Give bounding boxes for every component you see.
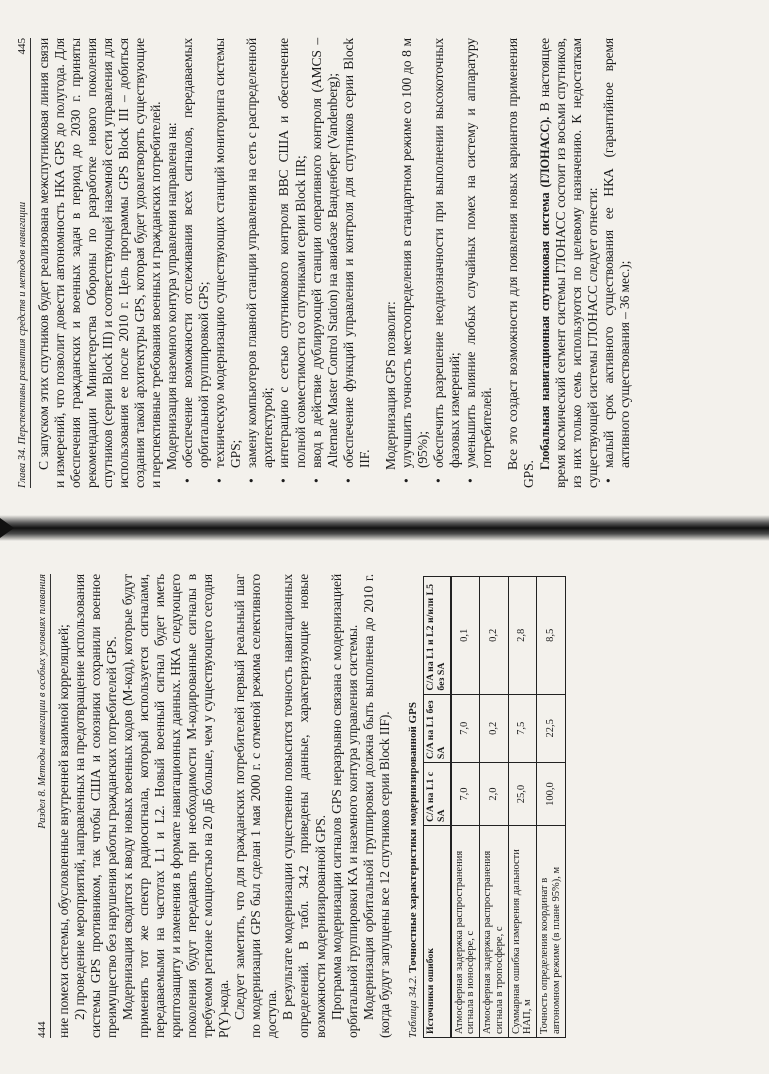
- table-cell: 0,1: [451, 577, 480, 695]
- page-number: 445: [16, 38, 28, 55]
- table-cell-source: Атмосферная задержка распространения сигнала в тропосфере, с: [480, 825, 509, 1037]
- list-item: • улучшить точность местоопределения в стандартном режиме со 100 до 8 м (95%);: [399, 38, 431, 488]
- list-item: • обеспечение возможности отслеживания всех сигналов, передаваемых орбитальной группировкой GPS;: [180, 38, 212, 488]
- column-header: C/A на L1 без SA: [423, 694, 450, 762]
- binding-marker: [0, 518, 14, 538]
- table-cell: 7,0: [451, 694, 480, 762]
- page-number: 444: [36, 1021, 48, 1038]
- table-caption-label: Таблица 34.2.: [406, 975, 419, 1038]
- table-row: [480, 577, 509, 1038]
- table-cell: 7,0: [451, 763, 480, 826]
- table-caption-title: Точностные характеристики модернизированной GPS: [406, 702, 419, 973]
- paragraph: ние помехи системы, обусловленные внутренней взаимной корреляцией;: [56, 624, 71, 1038]
- glonass-drawbacks-list: [601, 38, 633, 488]
- table-cell: 2,8: [508, 577, 537, 695]
- table-cell: 0,2: [480, 694, 509, 762]
- accuracy-table: [423, 576, 566, 1038]
- table-cell-source: Атмосферная задержка распространения сигнала в ионосфере, с: [451, 825, 480, 1037]
- glonass-term: Глобальная навигационная спутниковая система (ГЛОНАСС).: [537, 116, 552, 470]
- page-444: [30, 562, 740, 1062]
- list-item: • техническую модернизацию существующих станций мониторинга системы GPS;: [212, 38, 244, 488]
- list-item: • интеграцию с сетью спутникового контроля ВВС США и обеспечение полной совместимости со спутниками серии Block IIR;: [276, 38, 308, 488]
- list-item: • обеспечение функций управления и контроля для спутников серии Block IIF.: [341, 38, 373, 488]
- running-head-title: Глава 34. Перспективы развития средств и методов навигации: [17, 201, 28, 488]
- paragraph: Программа модернизации сигналов GPS неразрывно связана с модернизацией орбитальной группировки КА и наземного контура управления системы.: [328, 574, 360, 1038]
- table-cell-source: Суммарная ошибка измерения дальности НАП, м: [508, 825, 537, 1037]
- table-caption: [407, 574, 419, 1038]
- paragraph-glonass: [537, 38, 601, 488]
- gps-benefits-list: [399, 38, 495, 488]
- table-row: [537, 577, 566, 1038]
- list-item: • уменьшить влияние любых случайных помех на систему и аппаратуру потребителей.: [463, 38, 495, 488]
- column-header: C/A на L1 с SA: [423, 763, 450, 826]
- paragraph: В результате модернизации существенно повысится точность навигационных определений. В табл. 34.2 приведены данные, характеризующие новые возможности модернизированной GPS.: [280, 574, 328, 1038]
- table-cell: 100,0: [537, 763, 566, 826]
- running-head: [36, 574, 51, 1038]
- table-cell: 2,0: [480, 763, 509, 826]
- list-item: • замену компьютеров главной станции управления на сеть с распределенной архитектурой;: [244, 38, 276, 488]
- paragraph: Следует заметить, что для гражданских потребителей первый реальный шаг по модернизации GPS был сделан 1 мая 2000 г. с отменой режима селективного доступа.: [232, 574, 280, 1038]
- table-cell: 8,5: [537, 577, 566, 695]
- paragraph-gps-lead: Модернизация GPS позволит:: [382, 301, 398, 470]
- column-header: C/A на L1 и L2 и/или L5 без SA: [423, 577, 450, 695]
- list-item: • обеспечить разрешение неоднозначности при выполнении высокоточных фазовых измерений;: [431, 38, 463, 488]
- table-cell: 7,5: [508, 694, 537, 762]
- table-cell: 25,0: [508, 763, 537, 826]
- paragraph: 2) проведение мероприятий, направленных на предотвращение использования системы GPS противником, так чтобы США и союзники сохранили военное преимущество без нарушения работы гражданских потребителей GPS.: [72, 574, 120, 1038]
- table-cell: 0,2: [480, 577, 509, 695]
- list-item: • ввод в действие дублирующей станции оперативного контроля (AMCS – Alternate Master Control Station) на авиабазе Ванденберг (Vandenberg);: [309, 38, 341, 488]
- paragraph-ground-lead: Модернизация наземного контура управления направлена на:: [164, 122, 180, 470]
- running-head: [16, 38, 31, 488]
- page-445: [10, 20, 760, 512]
- list-item: • малый срок активного существования ее НКА (гарантийное время активного существования – 36 мес.);: [601, 38, 633, 488]
- glonass-text: В настоящее время космический сегмент системы ГЛОНАСС состоит из восьми спутников, из них только семь используются по целевому назначению. К недостаткам существующей системы ГЛОНАСС следует отнести:: [536, 38, 601, 488]
- column-header: Источники ошибок: [423, 825, 450, 1037]
- paragraph-closing: Все это создаст возможности для появления новых вариантов применения GPS.: [504, 38, 536, 488]
- paragraph: Модернизация сводится к вводу новых военных кодов (М-код), которые будут применять тот же спектр радиосигнала, который используется сигналами, передаваемыми на частотах L1 и L2. Новый военный сигнал будет иметь криптозащиту и изменения в формате навигационных данных. НКА следующего поколения будут передавать при необходимости М-кодированные сигналы в требуемом регионе с мощностью на 20 дБ больше, чем у существующего сегодня P(Y)-кода.: [120, 574, 232, 1038]
- table-cell: 22,5: [537, 694, 566, 762]
- running-head-title: Раздел 8. Методы навигации в особых условиях плавания: [37, 574, 48, 829]
- binding-crease: [0, 515, 769, 541]
- table-row: [508, 577, 537, 1038]
- table-cell-source: Точность определения координат в автономном режиме (в плане 95%), м: [537, 825, 566, 1037]
- paragraph-intro: С запуском этих спутников будет реализована межспутниковая линия связи и измерений, что позволит довести автономность НКА GPS до полугода. Для обеспечения гражданских и военных задач в период до 2030 г. приняты рекомендации Министерства Обороны по разработке нового поколения спутников (серии Block III) и соответствующей наземной сети управления для использования ее после 2010 г. Цель программы GPS Block III – добиться создания такой архитектуры GPS, которая будет удовлетворять существующие и перспективные требования военных и гражданских потребителей.: [36, 38, 164, 488]
- ground-modernization-list: [180, 38, 372, 488]
- paragraph: Модернизация орбитальной группировки должна быть выполнена до 2010 г. (когда будут запущены все 12 спутников серии Block IIF).: [360, 574, 392, 1038]
- table-header-row: [423, 577, 450, 1038]
- table-row: [451, 577, 480, 1038]
